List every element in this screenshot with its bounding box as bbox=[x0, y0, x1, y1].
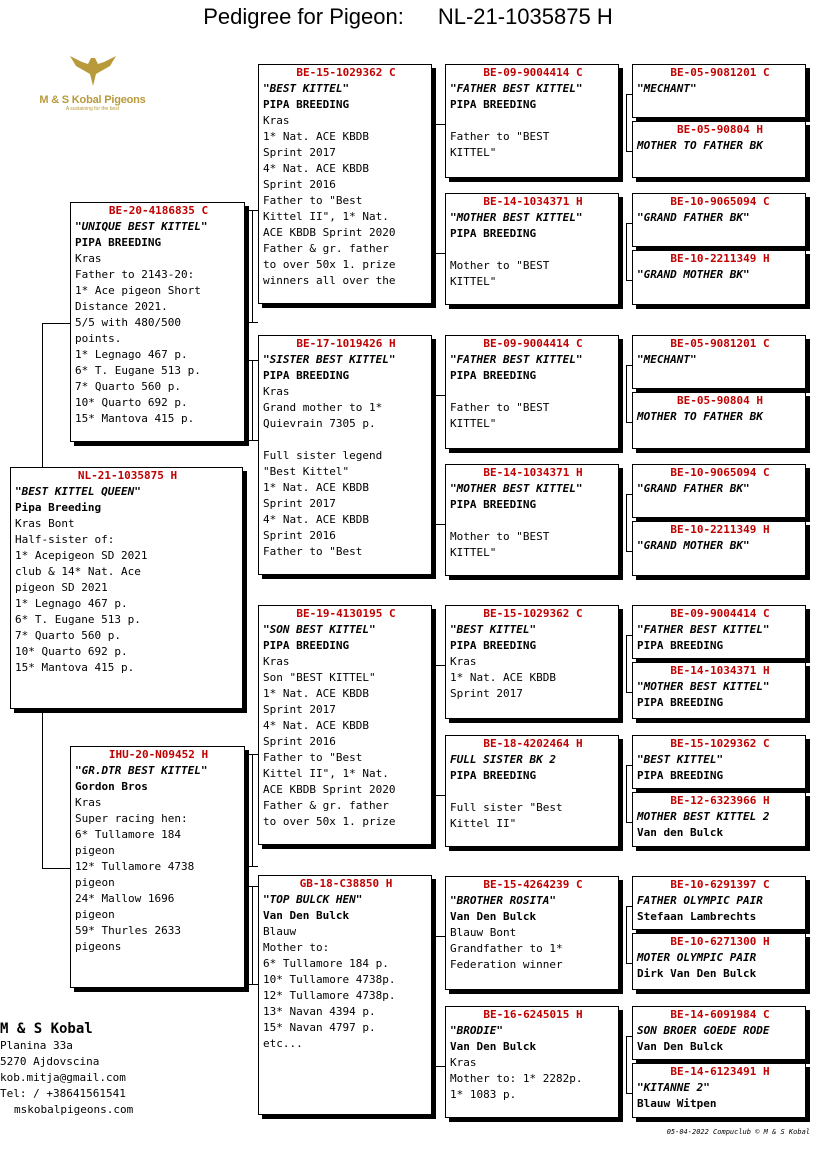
connector bbox=[252, 360, 253, 440]
info-line: Kittel II" bbox=[450, 817, 517, 830]
info-line: Mother to: 1* 2282p. bbox=[450, 1072, 583, 1085]
info-line: KITTEL" bbox=[450, 275, 497, 288]
info-line: Kittel II", 1* Nat. bbox=[263, 767, 389, 780]
owner-address-1: Planina 33a bbox=[0, 1039, 73, 1052]
info-line bbox=[450, 384, 614, 400]
info-line: Sprint 2017 bbox=[263, 146, 336, 159]
pigeon-card-sire bbox=[70, 202, 245, 442]
connector bbox=[626, 494, 627, 551]
info-line: 24* Mallow 1696 bbox=[75, 892, 175, 905]
pigeon-name: "BROTHER ROSITA" bbox=[450, 894, 556, 907]
info-line: ACE KBDB Sprint 2020 bbox=[263, 226, 396, 239]
info-line: 5/5 with 480/500 bbox=[75, 316, 181, 329]
info-line: 12* Tullamore 4738p. bbox=[263, 989, 396, 1002]
info-line: winners all over the bbox=[263, 274, 396, 287]
info-line: to over 50x 1. prize bbox=[263, 815, 396, 828]
info-line: Father to "Best bbox=[263, 751, 363, 764]
ring-number: BE-05-90804 H bbox=[676, 394, 764, 407]
pigeon-card-g6 bbox=[632, 392, 806, 449]
breeder-name: Blauw Witpen bbox=[637, 1097, 717, 1110]
info-line: Grandfather to 1* bbox=[450, 942, 563, 955]
owner-address-2: 5270 Ajdovscina bbox=[0, 1055, 100, 1068]
ring-number: IHU-20-N09452 H bbox=[108, 748, 209, 761]
info-line: pigeon SD 2021 bbox=[15, 581, 108, 594]
pigeon-name: MOTHER TO FATHER BK bbox=[637, 139, 763, 152]
info-line: 13* Navan 4394 p. bbox=[263, 1005, 376, 1018]
connector bbox=[436, 665, 445, 666]
ring-number: BE-09-9004414 C bbox=[483, 66, 583, 79]
breeder-name: PIPA BREEDING bbox=[450, 98, 537, 111]
info-line: Sprint 2016 bbox=[263, 735, 336, 748]
pigeon-name: "SON BEST KITTEL" bbox=[263, 623, 376, 636]
pigeon-card-g15 bbox=[632, 1006, 806, 1060]
ring-number: BE-16-6245015 H bbox=[483, 1008, 583, 1021]
connector bbox=[252, 754, 253, 866]
title-ring: NL-21-1035875 H bbox=[437, 4, 613, 29]
info-line: 1* Nat. ACE KBDB bbox=[263, 130, 369, 143]
pigeon-name: "MOTHER BEST KITTEL" bbox=[450, 482, 583, 495]
info-line: Distance 2021. bbox=[75, 300, 168, 313]
pigeon-name: "TOP BULCK HEN" bbox=[263, 893, 363, 906]
info-line: Blauw bbox=[263, 925, 297, 938]
pigeon-name: "BEST KITTEL" bbox=[263, 82, 350, 95]
info-line: to over 50x 1. prize bbox=[263, 258, 396, 271]
pigeon-card-dss bbox=[445, 605, 619, 719]
breeder-name: Pipa Breeding bbox=[15, 501, 102, 514]
ring-number: BE-19-4130195 C bbox=[296, 607, 396, 620]
logo-tagline: A sustaining for the best bbox=[65, 106, 120, 112]
info-line bbox=[263, 432, 427, 448]
info-line: 7* Quarto 560 p. bbox=[15, 629, 121, 642]
pigeon-card-g16 bbox=[632, 1063, 806, 1118]
connector bbox=[436, 936, 445, 937]
breeder-name: PIPA BREEDING bbox=[637, 639, 724, 652]
pigeon-card-sss bbox=[445, 64, 619, 178]
connector bbox=[626, 94, 627, 151]
info-line: 6* T. Eugane 513 p. bbox=[75, 364, 201, 377]
info-line: 4* Nat. ACE KBDB bbox=[263, 162, 369, 175]
pigeon-card-ssd bbox=[445, 193, 619, 305]
ring-number: BE-05-9081201 C bbox=[670, 337, 770, 350]
breeder-name: Van den Bulck bbox=[637, 826, 724, 839]
pigeon-card-dd bbox=[258, 875, 432, 1115]
breeder-name: PIPA BREEDING bbox=[450, 227, 537, 240]
connector bbox=[42, 323, 43, 467]
ring-number: BE-10-2211349 H bbox=[670, 252, 770, 265]
breeder-name: Van Den Bulck bbox=[450, 1040, 537, 1053]
logo bbox=[30, 52, 155, 114]
connector bbox=[626, 635, 627, 692]
eagle-icon bbox=[68, 52, 118, 88]
pigeon-name: SON BROER GOEDE RODE bbox=[637, 1024, 770, 1037]
info-line: 6* T. Eugane 513 p. bbox=[15, 613, 141, 626]
connector bbox=[42, 709, 43, 868]
connector bbox=[436, 395, 445, 396]
info-line: pigeon bbox=[75, 908, 115, 921]
ring-number: BE-14-6123491 H bbox=[670, 1065, 770, 1078]
info-line: Full sister legend bbox=[263, 449, 383, 462]
owner-phone: Tel: / +38641561541 bbox=[0, 1087, 126, 1100]
info-line: Sprint 2017 bbox=[263, 703, 336, 716]
owner-email[interactable]: kob.mitja@gmail.com bbox=[0, 1071, 126, 1084]
owner-info bbox=[0, 1020, 133, 1118]
connector bbox=[245, 866, 258, 867]
pigeon-name: "BEST KITTEL" bbox=[450, 623, 537, 636]
info-line: Kras bbox=[75, 252, 102, 265]
connector bbox=[436, 1066, 445, 1067]
breeder-name: PIPA BREEDING bbox=[637, 769, 724, 782]
info-line: etc... bbox=[263, 1037, 303, 1050]
connector bbox=[245, 322, 258, 323]
breeder-name: PIPA BREEDING bbox=[450, 769, 537, 782]
pigeon-card-g1 bbox=[632, 64, 806, 118]
info-line: pigeons bbox=[75, 940, 122, 953]
connector bbox=[42, 323, 70, 324]
info-line: 10* Quarto 692 p. bbox=[15, 645, 128, 658]
breeder-name: PIPA BREEDING bbox=[450, 369, 537, 382]
info-line: club & 14* Nat. Ace bbox=[15, 565, 141, 578]
info-line: Sprint 2016 bbox=[263, 529, 336, 542]
ring-number: BE-15-1029362 C bbox=[296, 66, 396, 79]
connector bbox=[252, 886, 253, 984]
pigeon-name: "GRAND FATHER BK" bbox=[637, 482, 750, 495]
pigeon-card-sds bbox=[445, 335, 619, 449]
breeder-name: PIPA BREEDING bbox=[263, 639, 350, 652]
pigeon-name: "MOTHER BEST KITTEL" bbox=[450, 211, 583, 224]
connector bbox=[626, 365, 627, 422]
breeder-name: PIPA BREEDING bbox=[263, 369, 350, 382]
pigeon-card-subject bbox=[10, 467, 243, 709]
ring-number: GB-18-C38850 H bbox=[299, 877, 393, 890]
info-line: 15* Mantova 415 p. bbox=[15, 661, 135, 674]
info-line: Father & gr. father bbox=[263, 242, 389, 255]
info-line: KITTEL" bbox=[450, 417, 497, 430]
connector bbox=[626, 765, 627, 822]
pigeon-card-g3 bbox=[632, 193, 806, 247]
info-line: "Best Kittel" bbox=[263, 465, 350, 478]
ring-number: BE-12-6323966 H bbox=[670, 794, 770, 807]
pigeon-name: "MECHANT" bbox=[637, 82, 697, 95]
info-line: 1* Acepigeon SD 2021 bbox=[15, 549, 148, 562]
info-line: points. bbox=[75, 332, 122, 345]
pigeon-card-g8 bbox=[632, 521, 806, 576]
pigeon-card-g10 bbox=[632, 662, 806, 719]
info-line: Father to "Best bbox=[263, 194, 363, 207]
info-line: 4* Nat. ACE KBDB bbox=[263, 513, 369, 526]
ring-number: BE-20-4186835 C bbox=[108, 204, 209, 217]
connector bbox=[436, 124, 445, 125]
pigeon-name: "FATHER BEST KITTEL" bbox=[450, 353, 583, 366]
info-line: Full sister "Best bbox=[450, 801, 563, 814]
connector bbox=[436, 524, 445, 525]
pigeon-card-sdd bbox=[445, 464, 619, 576]
info-line bbox=[450, 242, 614, 258]
ring-number: BE-10-9065094 C bbox=[670, 195, 770, 208]
connector bbox=[245, 984, 258, 985]
info-line: KITTEL" bbox=[450, 146, 497, 159]
pigeon-name: "FATHER BEST KITTEL" bbox=[637, 623, 770, 636]
pigeon-card-sd bbox=[258, 335, 432, 575]
pigeon-card-g7 bbox=[632, 464, 806, 518]
breeder-name: Van Den Bulck bbox=[450, 910, 537, 923]
ring-number: BE-14-6091984 C bbox=[670, 1008, 770, 1021]
pigeon-name: "UNIQUE BEST KITTEL" bbox=[75, 220, 208, 233]
info-line: 4* Nat. ACE KBDB bbox=[263, 719, 369, 732]
connector bbox=[436, 795, 445, 796]
connector bbox=[626, 223, 627, 280]
pigeon-card-g11 bbox=[632, 735, 806, 789]
info-line: Kittel II", 1* Nat. bbox=[263, 210, 389, 223]
pigeon-card-g12 bbox=[632, 792, 806, 847]
info-line: Father to "BEST bbox=[450, 401, 550, 414]
info-line: 6* Tullamore 184 bbox=[75, 828, 181, 841]
pigeon-card-g2 bbox=[632, 121, 806, 178]
info-line: Kras bbox=[450, 655, 477, 668]
ring-number: BE-09-9004414 C bbox=[670, 607, 770, 620]
pigeon-name: MOTER OLYMPIC PAIR bbox=[637, 951, 757, 964]
info-line: Half-sister of: bbox=[15, 533, 115, 546]
info-line: pigeon bbox=[75, 844, 115, 857]
info-line: Father to "BEST bbox=[450, 130, 550, 143]
breeder-name: Van Den Bulck bbox=[637, 1040, 724, 1053]
title-prefix: Pedigree for Pigeon: bbox=[203, 4, 404, 29]
ring-number: BE-14-1034371 H bbox=[483, 466, 583, 479]
ring-number: BE-17-1019426 H bbox=[296, 337, 396, 350]
info-line: Father to "Best bbox=[263, 545, 363, 558]
pigeon-name: "BEST KITTEL QUEEN" bbox=[15, 485, 141, 498]
connector bbox=[626, 1036, 627, 1093]
info-line: Kras bbox=[450, 1056, 477, 1069]
pigeon-name: "KITANNE 2" bbox=[637, 1081, 710, 1094]
pigeon-card-ss bbox=[258, 64, 432, 304]
pigeon-name: MOTHER TO FATHER BK bbox=[637, 410, 763, 423]
pigeon-name: "GRAND MOTHER BK" bbox=[637, 268, 750, 281]
info-line: 10* Quarto 692 p. bbox=[75, 396, 188, 409]
pigeon-card-g4 bbox=[632, 250, 806, 305]
owner-website[interactable]: mskobalpigeons.com bbox=[14, 1103, 134, 1116]
info-line: Mother to: bbox=[263, 941, 330, 954]
connector bbox=[252, 210, 253, 322]
connector bbox=[626, 906, 627, 963]
ring-number: BE-18-4202464 H bbox=[483, 737, 583, 750]
pigeon-card-g9 bbox=[632, 605, 806, 659]
ring-number: BE-09-9004414 C bbox=[483, 337, 583, 350]
info-line: Blauw Bont bbox=[450, 926, 517, 939]
pigeon-card-ds bbox=[258, 605, 432, 845]
info-line: Sprint 2016 bbox=[263, 178, 336, 191]
info-line: 15* Navan 4797 p. bbox=[263, 1021, 376, 1034]
info-line bbox=[450, 784, 614, 800]
pigeon-card-g13 bbox=[632, 876, 806, 930]
info-line: Mother to "BEST bbox=[450, 259, 550, 272]
info-line: Kras bbox=[263, 114, 290, 127]
ring-number: BE-15-1029362 C bbox=[670, 737, 770, 750]
info-line: Grand mother to 1* bbox=[263, 401, 383, 414]
pigeon-name: MOTHER BEST KITTEL 2 bbox=[637, 810, 770, 823]
info-line: 1* Nat. ACE KBDB bbox=[450, 671, 556, 684]
pigeon-name: FULL SISTER BK 2 bbox=[450, 753, 556, 766]
ring-number: BE-15-4264239 C bbox=[483, 878, 583, 891]
ring-number: BE-10-2211349 H bbox=[670, 523, 770, 536]
breeder-name: PIPA BREEDING bbox=[450, 498, 537, 511]
pigeon-name: "FATHER BEST KITTEL" bbox=[450, 82, 583, 95]
info-line: Quievrain 7305 p. bbox=[263, 417, 376, 430]
ring-number: BE-05-90804 H bbox=[676, 123, 764, 136]
pigeon-name: "BRODIE" bbox=[450, 1024, 503, 1037]
ring-number: BE-14-1034371 H bbox=[483, 195, 583, 208]
info-line: 6* Tullamore 184 p. bbox=[263, 957, 389, 970]
breeder-name: PIPA BREEDING bbox=[263, 98, 350, 111]
info-line: pigeon bbox=[75, 876, 115, 889]
pigeon-name: "MECHANT" bbox=[637, 353, 697, 366]
ring-number: BE-10-6291397 C bbox=[670, 878, 770, 891]
info-line bbox=[450, 513, 614, 529]
connector bbox=[436, 253, 445, 254]
pigeon-card-ddd bbox=[445, 1006, 619, 1118]
breeder-name: PIPA BREEDING bbox=[450, 639, 537, 652]
info-line: Mother to "BEST bbox=[450, 530, 550, 543]
connector bbox=[245, 440, 258, 441]
breeder-name: PIPA BREEDING bbox=[637, 696, 724, 709]
info-line: ACE KBDB Sprint 2020 bbox=[263, 783, 396, 796]
pigeon-name: "GR.DTR BEST KITTEL" bbox=[75, 764, 208, 777]
info-line: Kras Bont bbox=[15, 517, 75, 530]
info-line: 1* 1083 p. bbox=[450, 1088, 517, 1101]
pigeon-card-dds bbox=[445, 876, 619, 990]
info-line: 10* Tullamore 4738p. bbox=[263, 973, 396, 986]
info-line: Super racing hen: bbox=[75, 812, 188, 825]
ring-number: BE-10-9065094 C bbox=[670, 466, 770, 479]
pigeon-name: "BEST KITTEL" bbox=[637, 753, 724, 766]
breeder-name: Dirk Van Den Bulck bbox=[637, 967, 757, 980]
info-line: Father to 2143-20: bbox=[75, 268, 195, 281]
info-line: Federation winner bbox=[450, 958, 563, 971]
pigeon-card-dsd bbox=[445, 735, 619, 847]
ring-number: NL-21-1035875 H bbox=[77, 469, 178, 482]
pigeon-name: "MOTHER BEST KITTEL" bbox=[637, 680, 770, 693]
pigeon-card-g14 bbox=[632, 933, 806, 990]
info-line: Kras bbox=[75, 796, 102, 809]
pigeon-name: "GRAND MOTHER BK" bbox=[637, 539, 750, 552]
pigeon-card-g5 bbox=[632, 335, 806, 389]
info-line: Sprint 2017 bbox=[263, 497, 336, 510]
pigeon-name: "SISTER BEST KITTEL" bbox=[263, 353, 396, 366]
breeder-name: Van Den Bulck bbox=[263, 909, 350, 922]
pigeon-name: "GRAND FATHER BK" bbox=[637, 211, 750, 224]
info-line: Kras bbox=[263, 385, 290, 398]
owner-name: M & S Kobal bbox=[0, 1021, 93, 1037]
info-line: 7* Quarto 560 p. bbox=[75, 380, 181, 393]
info-line: 1* Ace pigeon Short bbox=[75, 284, 201, 297]
info-line: 1* Nat. ACE KBDB bbox=[263, 687, 369, 700]
footer: 05-04-2022 Compuclub © M & S Kobal bbox=[666, 1128, 810, 1136]
connector bbox=[42, 868, 70, 869]
info-line: Father & gr. father bbox=[263, 799, 389, 812]
ring-number: BE-10-6271300 H bbox=[670, 935, 770, 948]
ring-number: BE-05-9081201 C bbox=[670, 66, 770, 79]
pigeon-name: FATHER OLYMPIC PAIR bbox=[637, 894, 763, 907]
info-line: KITTEL" bbox=[450, 546, 497, 559]
logo-brand: M & S Kobal Pigeons bbox=[39, 94, 146, 106]
page-title bbox=[0, 4, 816, 30]
info-line: Sprint 2017 bbox=[450, 687, 523, 700]
ring-number: BE-14-1034371 H bbox=[670, 664, 770, 677]
info-line: 1* Legnago 467 p. bbox=[15, 597, 128, 610]
pigeon-card-dam bbox=[70, 746, 245, 988]
info-line: 1* Nat. ACE KBDB bbox=[263, 481, 369, 494]
ring-number: BE-15-1029362 C bbox=[483, 607, 583, 620]
info-line: Son "BEST KITTEL" bbox=[263, 671, 376, 684]
info-line: 15* Mantova 415 p. bbox=[75, 412, 195, 425]
breeder-name: Gordon Bros bbox=[75, 780, 148, 793]
info-line bbox=[450, 113, 614, 129]
info-line: Kras bbox=[263, 655, 290, 668]
breeder-name: Stefaan Lambrechts bbox=[637, 910, 757, 923]
breeder-name: PIPA BREEDING bbox=[75, 236, 162, 249]
info-line: 1* Legnago 467 p. bbox=[75, 348, 188, 361]
info-line: 59* Thurles 2633 bbox=[75, 924, 181, 937]
info-line: 12* Tullamore 4738 bbox=[75, 860, 195, 873]
